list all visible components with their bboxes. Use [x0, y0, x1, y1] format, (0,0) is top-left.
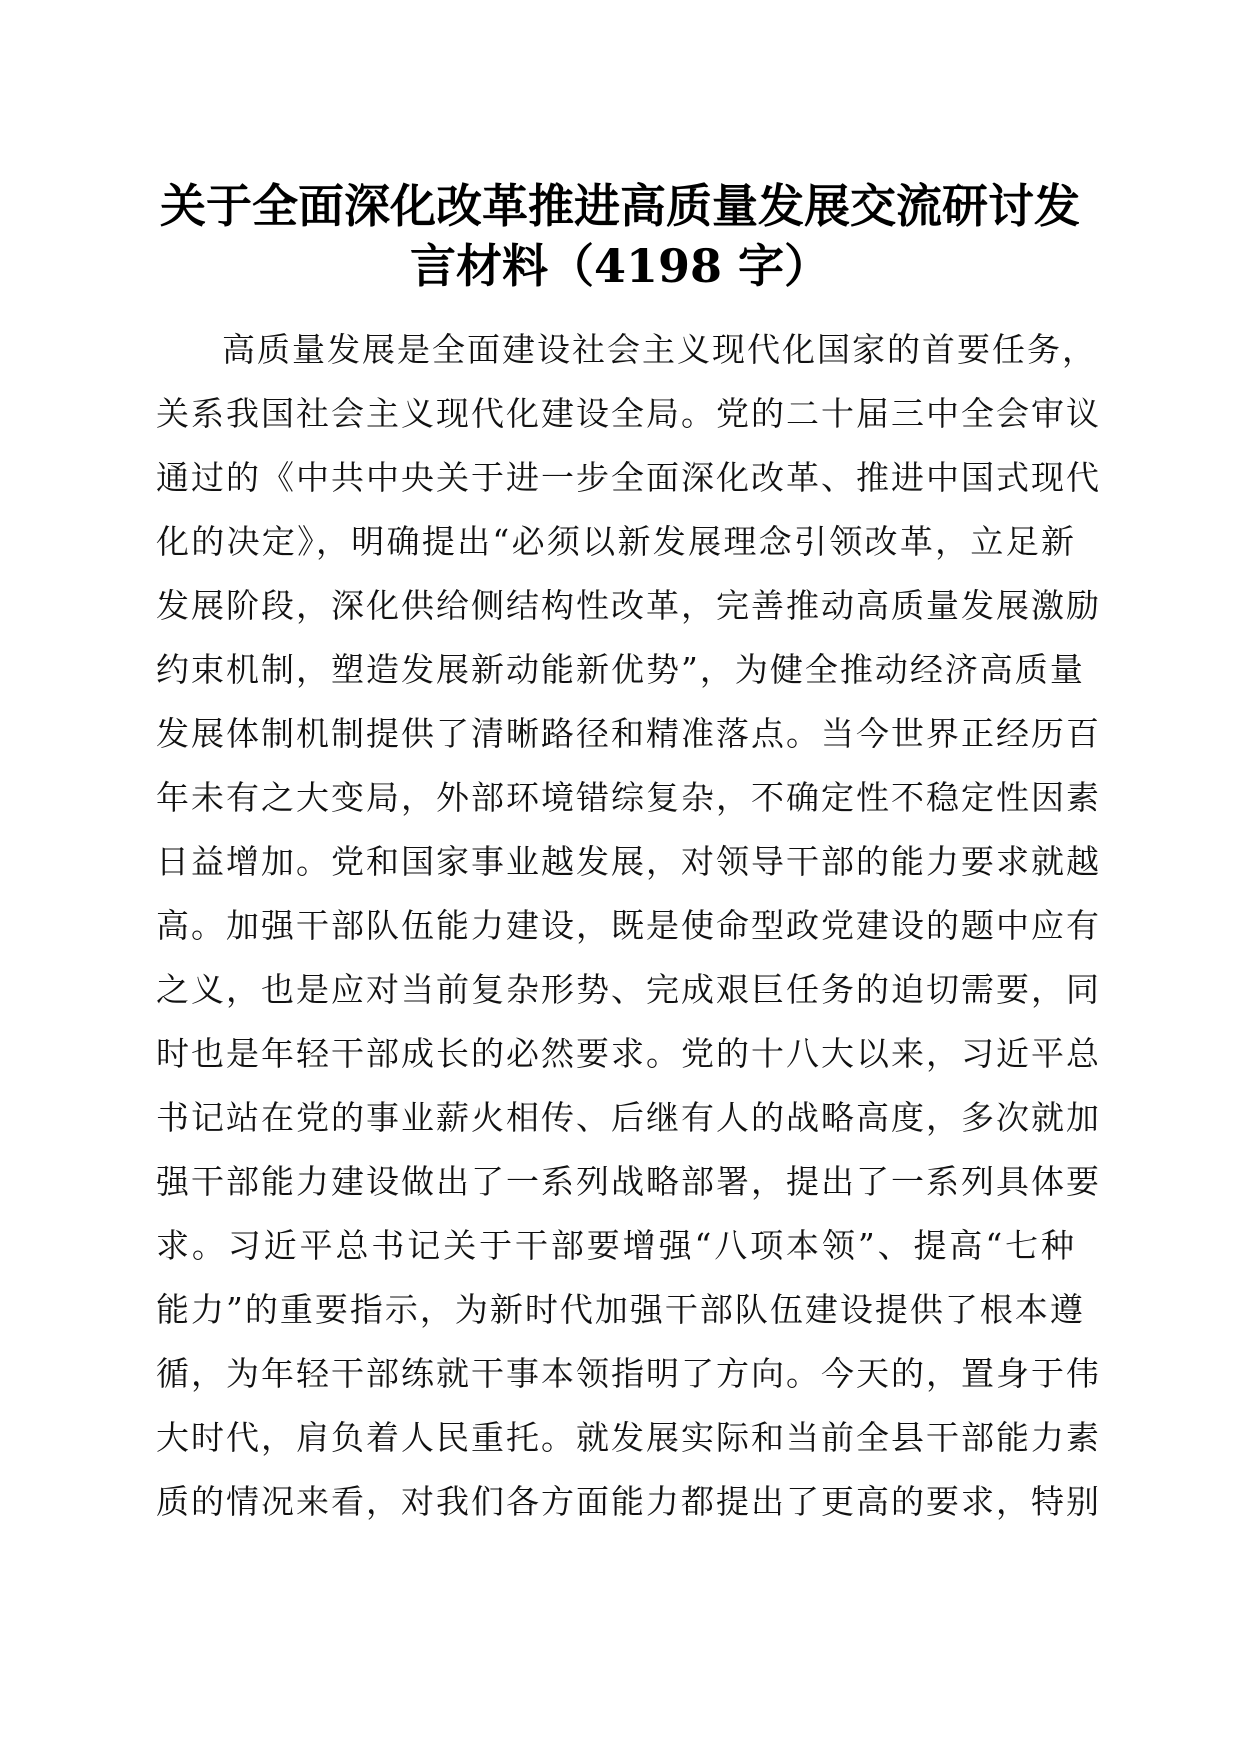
paragraph-line: 发展体制机制提供了清晰路径和精准落点。当今世界正经历百	[156, 714, 1101, 753]
paragraph-line: 发展阶段，深化供给侧结构性改革，完善推动高质量发展激励	[156, 586, 1101, 625]
paragraph-line: 约束机制，塑造发展新动能新优势”，为健全推动经济高质量	[156, 650, 1085, 689]
paragraph-line: 日益增加。党和国家事业越发展，对领导干部的能力要求就越	[156, 842, 1101, 881]
body-paragraph	[156, 318, 1101, 1534]
paragraph-line: 时也是年轻干部成长的必然要求。党的十八大以来，习近平总	[156, 1034, 1101, 1073]
paragraph-line: 之义，也是应对当前复杂形势、完成艰巨任务的迫切需要，同	[156, 970, 1101, 1009]
paragraph-line: 高。加强干部队伍能力建设，既是使命型政党建设的题中应有	[156, 906, 1101, 945]
paragraph-line: 求。习近平总书记关于干部要增强“八项本领”、提高“七种	[156, 1226, 1076, 1265]
paragraph-line: 年未有之大变局，外部环境错综复杂，不确定性不稳定性因素	[156, 778, 1101, 817]
document-title	[150, 176, 1090, 296]
paragraph-line: 化的决定》，明确提出“必须以新发展理念引领改革，立足新	[156, 522, 1076, 561]
paragraph-line: 强干部能力建设做出了一系列战略部署，提出了一系列具体要	[156, 1162, 1101, 1201]
paragraph-line: 书记站在党的事业薪火相传、后继有人的战略高度，多次就加	[156, 1098, 1101, 1137]
paragraph-line: 大时代，肩负着人民重托。就发展实际和当前全县干部能力素	[156, 1418, 1101, 1457]
paragraph-line: 高质量发展是全面建设社会主义现代化国家的首要任务，	[222, 330, 1097, 369]
paragraph-line: 通过的《中共中央关于进一步全面深化改革、推进中国式现代	[156, 458, 1101, 497]
paragraph-line: 关系我国社会主义现代化建设全局。党的二十届三中全会审议	[156, 394, 1101, 433]
paragraph-line: 能力”的重要指示，为新时代加强干部队伍建设提供了根本遵	[156, 1290, 1085, 1329]
title-line: 言材料（4198 字）	[409, 239, 831, 293]
paragraph-line: 质的情况来看，对我们各方面能力都提出了更高的要求，特别	[156, 1482, 1101, 1521]
paragraph-line: 循，为年轻干部练就干事本领指明了方向。今天的，置身于伟	[156, 1354, 1101, 1393]
title-line: 关于全面深化改革推进高质量发展交流研讨发	[160, 179, 1080, 233]
